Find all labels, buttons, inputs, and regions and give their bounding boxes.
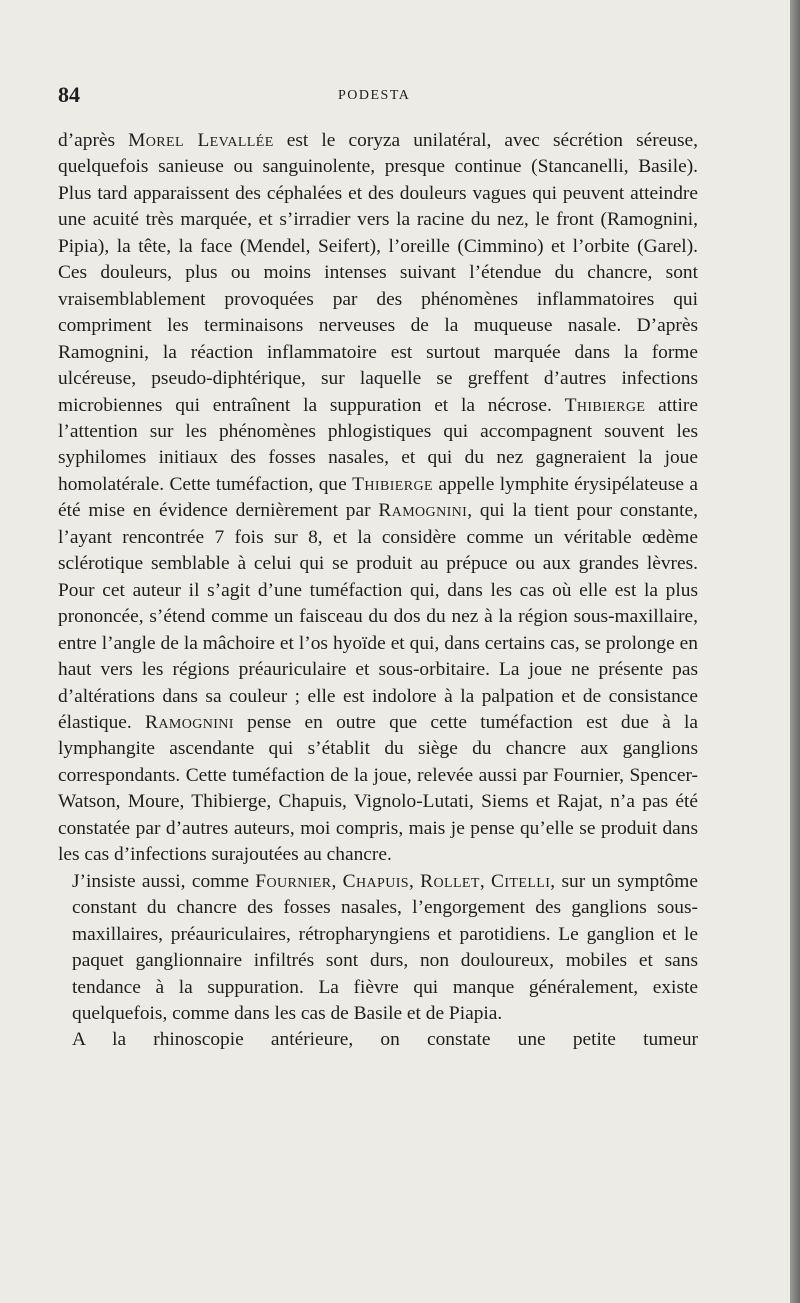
page-number: 84 xyxy=(58,82,80,107)
page-header xyxy=(58,82,698,112)
author-name: Chapuis xyxy=(342,870,409,892)
text-segment: , sur un symptôme constant du chancre des fosses nasales, l’engorgement des ganglions sous-maxillaires, préauriculaires, rétropharyngiens et parotidiens. Le ganglion et le paquet ganglionnaire infiltrés sont durs, non douloureux, mobiles et sans tendance à la suppuration. La fièvre qui manque généralement, existe quelquefois, comme dans les cas de Basile et de Piapia. xyxy=(72,870,699,1024)
paragraph-2 xyxy=(58,869,698,1028)
author-name: Citelli xyxy=(491,870,551,892)
body-text xyxy=(58,128,698,1054)
running-head: PODESTA xyxy=(338,88,411,103)
text-segment: J’insiste aussi, comme xyxy=(72,870,256,892)
author-name: Rollet xyxy=(420,870,480,892)
author-name: Thibierge xyxy=(564,394,646,416)
page-edge-shadow xyxy=(790,0,800,1303)
text-segment: A la rhinoscopie antérieure, on constate une petite tumeur xyxy=(72,1029,698,1051)
author-name: Morel Levallée xyxy=(128,130,274,151)
author-name: Ramognini xyxy=(145,711,234,733)
text-segment: est le coryza unilatéral, avec sécrétion séreuse, quelquefois sanieuse ou sanguinolente, presque continue (Stancanelli, Basile). Plus tard apparaissent des céphalées et des douleurs vagues qui peuvent atteindre une acuité très marquée, et s’irradier vers la racine du nez, le front (Ramognini, Pipia), la tête, la face (Mendel, Seifert), l’oreille (Cimmino) et l’orbite (Garel). Ces douleurs, plus ou moins intenses suivant l’étendue du chancre, sont vraisemblablement provoquées par des phénomènes inflammatoires qui compriment les terminaisons nerveuses de la muqueuse nasale. D’après Ramognini, la réaction inflammatoire est surtout marquée dans la forme ulcéreuse, pseudo-diphtérique, sur laquelle se greffent d’autres infections microbiennes qui entraînent la suppuration et la nécrose. xyxy=(58,130,698,416)
text-segment: d’après xyxy=(58,130,129,151)
author-name: Fournier xyxy=(255,870,332,892)
paragraph-1 xyxy=(58,128,698,869)
text-segment: pense en outre que cette tuméfaction est due à la lymphangite ascendante qui s’établit du siège du chancre aux ganglions correspondants. Cette tuméfaction de la joue, relevée aussi par Fournier, Spencer-Watson, Moure, Thibierge, Chapuis, Vignolo-Lutati, Siems et Rajat, n’a pas été constatée par d’autres auteurs, moi compris, mais je pense qu’elle se produit dans les cas d’infections surajoutées au chancre. xyxy=(58,711,698,866)
text-segment: attire l’attention sur les phénomènes phlogistiques qui accompagnent souvent les syphilomes initiaux des fosses nasales, et qui du nez gagneraient la joue homolatérale. Cette tuméfaction, que xyxy=(58,394,698,495)
text-segment: , xyxy=(479,870,492,892)
author-name: Thibierge xyxy=(352,473,433,495)
author-name: Ramognini xyxy=(378,500,468,522)
text-segment: , xyxy=(408,870,421,892)
text-segment: , qui la tient pour constante, l’ayant rencontrée 7 fois sur 8, et la considère comme un véritable œdème sclérotique semblable à celui qui se produit au prépuce ou aux grandes lèvres. Pour cet auteur il s’agit d’une tuméfaction qui, dans les cas où elle est la plus prononcée, s’étend comme un faisceau du dos du nez à la région sous-maxillaire, entre l’angle de la mâchoire et l’os hyoïde et qui, dans certains cas, se prolonge en haut vers les régions préauriculaire et sous-orbitaire. La joue ne présente pas d’altérations dans sa couleur ; elle est indolore à la palpation et de consistance élastique. xyxy=(58,500,698,733)
text-segment: appelle lymphite érysipélateuse a été mise en évidence dernièrement par xyxy=(58,473,699,522)
paragraph-3 xyxy=(58,1027,698,1053)
text-segment: , xyxy=(331,870,343,892)
